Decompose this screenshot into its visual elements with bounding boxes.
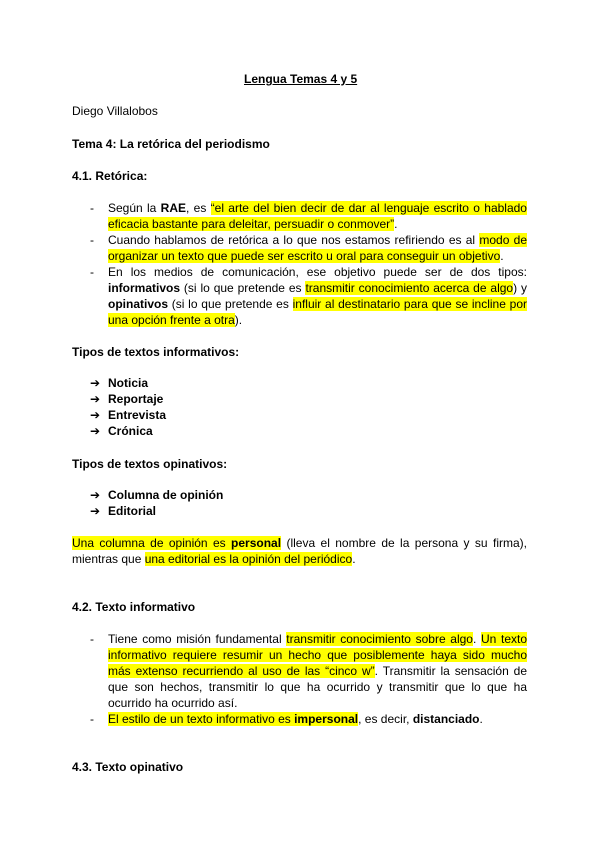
- retorica-bullet-tipos: En los medios de comunicación, ese objetivo puede ser de dos tipos: informativos (si lo que pretende es transmitir conocimiento acerca de algo) y opinativos (si lo que pretende es influir al destinatario para que se incline por una opción frente a otra).: [108, 265, 528, 327]
- bullet-dash: -: [90, 265, 94, 279]
- retorica-bullet-rae: Según la RAE, es “el arte del bien decir de dar al lenguaje escrito o hablado eficacia bastante para deleitar, persuadir o conmover”.: [108, 201, 527, 231]
- list-item: Editorial: [108, 504, 157, 518]
- informativo-bullet-mision: Tiene como misión fundamental transmitir conocimiento sobre algo. Un texto informativo requiere resumir un hecho que posiblemente haya sido mucho más extenso recurriendo al uso de las “cinco w”. Transmitir la sensación de que son hechos, transmitir lo que ha ocurrido y transmitir que lo que ha ocurrido ha ocurrido así.: [108, 632, 528, 710]
- list-item: Reportaje: [108, 392, 164, 406]
- arrow-icon: ➔: [90, 392, 101, 406]
- informativos-heading: Tipos de textos informativos:: [72, 345, 240, 359]
- bullet-dash: -: [90, 712, 94, 726]
- arrow-icon: ➔: [90, 408, 101, 422]
- highlight: transmitir conocimiento acerca de algo: [305, 281, 514, 295]
- document-title: Lengua Temas 4 y 5: [244, 72, 358, 86]
- bullet-dash: -: [90, 632, 94, 646]
- list-item: Crónica: [108, 424, 153, 438]
- highlight: Un texto informativo requiere resumir un hecho que posiblemente haya sido mucho más extenso recurriendo al uso de las “cinco w”: [108, 632, 527, 678]
- highlight: El estilo de un texto informativo es: [108, 712, 295, 726]
- opinativos-heading: Tipos de textos opinativos:: [72, 457, 228, 471]
- highlight: Una columna de opinión es: [72, 536, 232, 550]
- arrow-icon: ➔: [90, 504, 101, 518]
- section-4-2-heading: 4.2. Texto informativo: [72, 600, 196, 614]
- author-name: Diego Villalobos: [72, 104, 158, 118]
- list-item: Noticia: [108, 376, 149, 390]
- highlight: influir al destinatario para que se incline por una opción frente a otra: [108, 297, 528, 327]
- highlight: una editorial es la opinión del periódico: [144, 552, 353, 566]
- list-item: Entrevista: [108, 408, 167, 422]
- retorica-bullet-definicion: Cuando hablamos de retórica a lo que nos estamos refiriendo es al modo de organizar un texto que puede ser escrito u oral para conseguir un objetivo.: [108, 233, 528, 263]
- section-4-3-heading: 4.3. Texto opinativo: [72, 760, 184, 774]
- list-item: Columna de opinión: [108, 488, 224, 502]
- tema4-heading: Tema 4: La retórica del periodismo: [72, 137, 270, 151]
- highlight: impersonal: [294, 712, 359, 726]
- highlight: transmitir conocimiento sobre algo: [286, 632, 473, 646]
- highlight: personal: [231, 536, 282, 550]
- arrow-icon: ➔: [90, 488, 101, 502]
- arrow-icon: ➔: [90, 376, 101, 390]
- columna-paragraph: Una columna de opinión es personal (lleva el nombre de la persona y su firma), mientras que una editorial es la opinión del periódico.: [72, 536, 527, 566]
- bullet-dash: -: [90, 201, 94, 215]
- highlight: “el arte del bien decir de dar al lenguaje escrito o hablado eficacia bastante para deleitar, persuadir o conmover”: [108, 201, 527, 231]
- highlight: modo de organizar un texto que puede ser escrito u oral para conseguir un objetivo: [108, 233, 528, 263]
- arrow-icon: ➔: [90, 424, 101, 438]
- informativo-bullet-estilo: El estilo de un texto informativo es impersonal, es decir, distanciado.: [108, 712, 483, 726]
- section-4-1-heading: 4.1. Retórica:: [72, 169, 148, 183]
- bullet-dash: -: [90, 233, 94, 247]
